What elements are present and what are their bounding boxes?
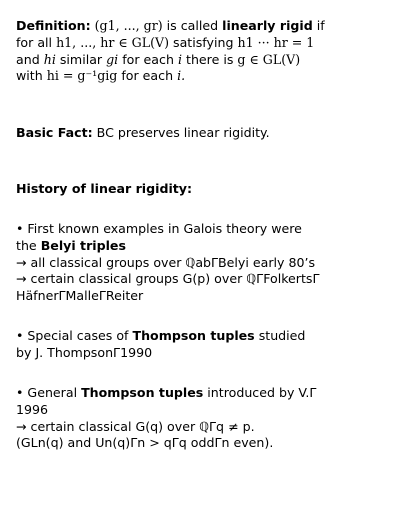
definition-is-called: is called xyxy=(166,18,219,33)
history-item-3-line-4: (GLn(q) and Un(q)Γn > qΓq oddΓn even). xyxy=(16,435,274,451)
history-text: introduced by V.Γ xyxy=(207,385,317,400)
definition-text: there is xyxy=(186,51,234,67)
history-item-1-line-4: → certain classical groups G(p) over ℚΓFolkertsΓ xyxy=(16,271,320,287)
definition-text: with xyxy=(16,68,43,84)
history-item-1 xyxy=(16,221,388,305)
definition-math: h1 ··· hr = 1 xyxy=(237,34,315,50)
history-item-1-line-1: • First known examples in Galois theory were xyxy=(16,221,302,236)
history-heading-block xyxy=(16,181,388,198)
basic-fact-text: BC preserves linear rigidity. xyxy=(96,125,270,140)
history-item-3-line-1 xyxy=(16,385,388,402)
basic-fact-line xyxy=(16,125,388,142)
definition-text: and xyxy=(16,51,40,67)
definition-text: for each xyxy=(122,51,174,67)
definition-math: hi = g⁻¹gig xyxy=(46,68,118,84)
definition-text: for all xyxy=(16,34,53,50)
definition-tuple: (g1, ..., gr) xyxy=(94,18,163,33)
definition-term: linearly rigid xyxy=(222,18,313,33)
thompson-tuples-term: Thompson tuples xyxy=(132,328,255,343)
definition-math: i xyxy=(177,51,182,67)
definition-math: g ∈ GL(V) xyxy=(237,51,301,67)
definition-math: i. xyxy=(177,68,186,84)
history-item-2-line-2: by J. ThompsonΓ1990 xyxy=(16,344,153,360)
history-item-3-line-3: → certain classical G(q) over ℚΓq ≠ p. xyxy=(16,418,255,434)
belyi-triples-term: Belyi triples xyxy=(40,237,126,253)
definition-math: gi xyxy=(106,51,119,67)
history-text: studied xyxy=(258,328,306,343)
history-item-1-line-2 xyxy=(16,238,388,255)
definition-line-4 xyxy=(16,68,388,85)
history-text: the xyxy=(16,237,37,253)
history-item-2-line-1 xyxy=(16,328,388,345)
definition-label: Definition: xyxy=(16,18,91,33)
basic-fact-block xyxy=(16,125,388,142)
definition-text: similar xyxy=(59,51,103,67)
history-item-3-line-2: 1996 xyxy=(16,401,49,417)
basic-fact-label: Basic Fact: xyxy=(16,125,93,140)
definition-math: hi xyxy=(43,51,56,67)
history-item-3 xyxy=(16,385,388,452)
definition-line-1 xyxy=(16,18,388,35)
history-heading: History of linear rigidity: xyxy=(16,181,193,196)
definition-text: for each xyxy=(121,68,174,84)
definition-line-2 xyxy=(16,35,388,52)
definition-math: h1, ..., hr ∈ GL(V) xyxy=(56,34,170,50)
thompson-tuples-term: Thompson tuples xyxy=(81,385,204,400)
definition-text: satisfying xyxy=(173,34,234,50)
history-item-1-line-5: HäfnerΓMalleΓReiter xyxy=(16,288,144,304)
definition-block xyxy=(16,18,388,85)
history-item-2 xyxy=(16,328,388,362)
history-text: • General xyxy=(16,385,78,400)
history-item-1-line-3: → all classical groups over ℚabΓBelyi early 80’s xyxy=(16,254,316,270)
history-text: • Special cases of xyxy=(16,328,129,343)
definition-line-3 xyxy=(16,52,388,69)
definition-if: if xyxy=(316,18,325,33)
